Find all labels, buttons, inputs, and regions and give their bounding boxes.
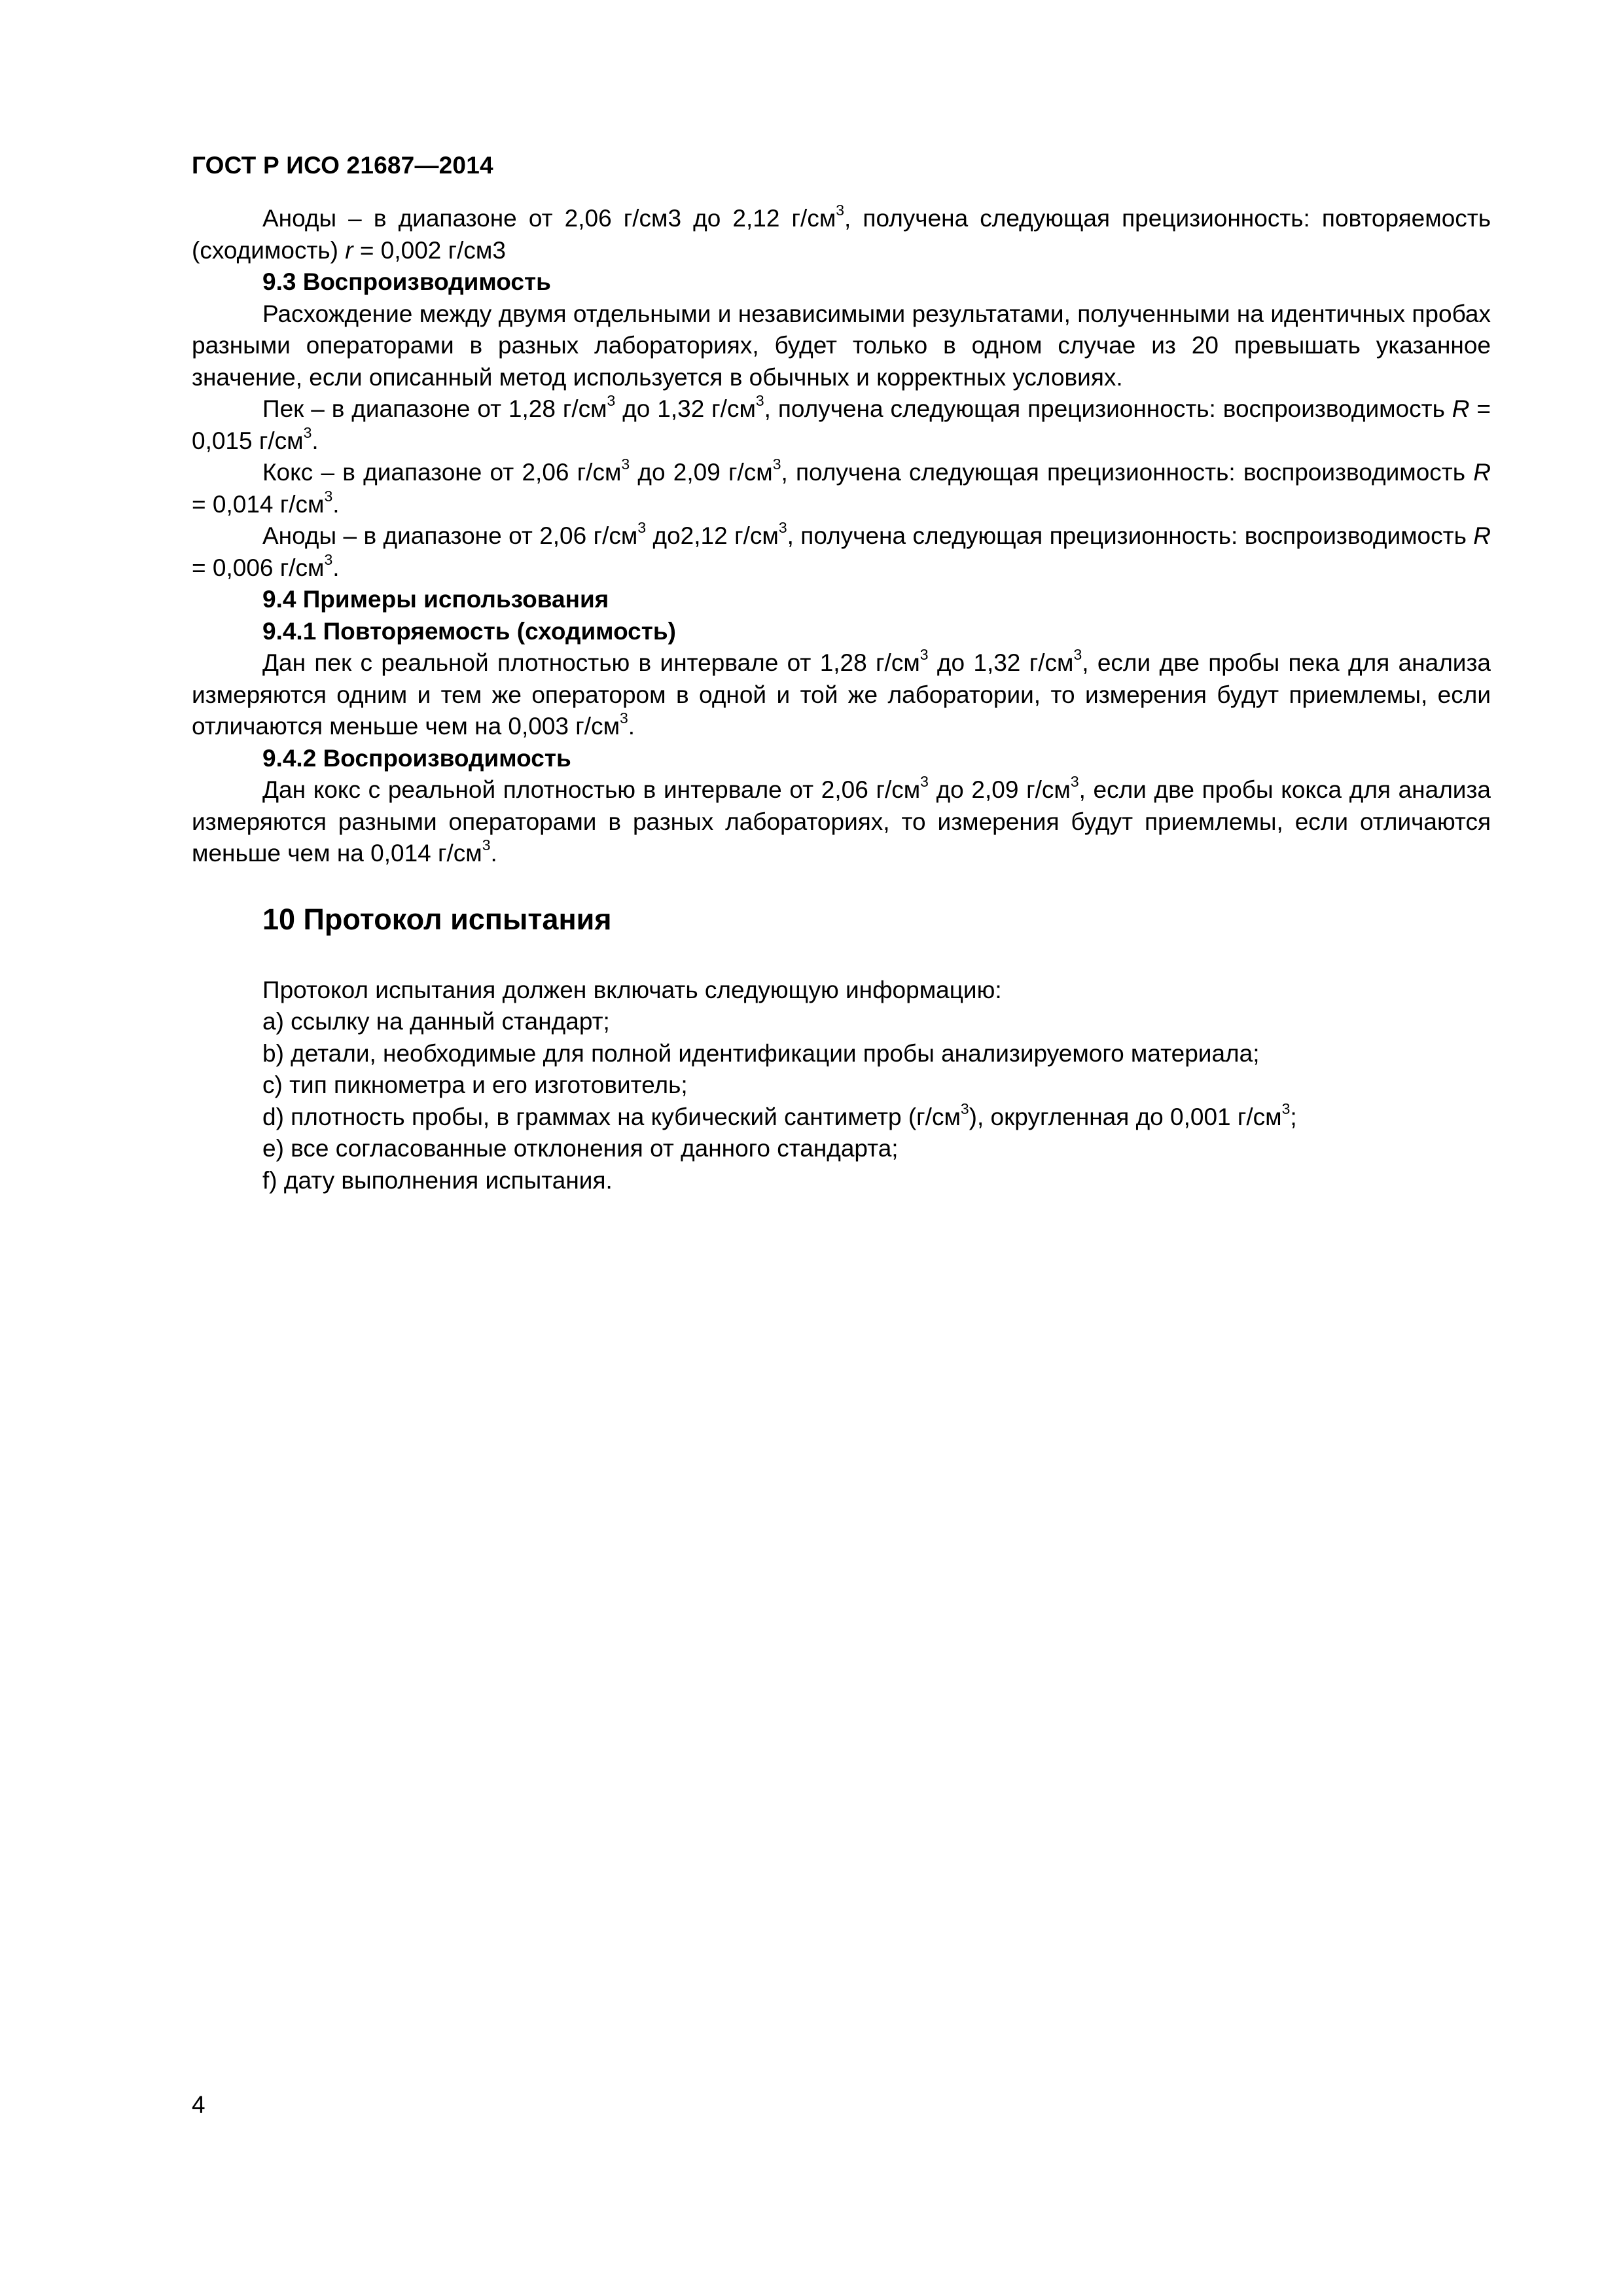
section-10-title: 10 Протокол испытания [262, 902, 612, 936]
coke-reproducibility-paragraph: Кокс – в диапазоне от 2,06 $г/см^3$ до 2,09 $г/см^3$, получена следующая прецизионность: воспроизводимость R = 0,014 $г/см^3$. [192, 455, 1491, 518]
example-9-4-1-paragraph: Дан пек с реальной плотностью в интервале от 1,28 $г/см^3$ до 1,32 $г/см^3$, если две пробы пека для анализа измеряются одним и тем же оператором в одной и той же лаборатории, то измерения будут приемлемы, если отличаются меньше чем на 0,003 $г/см^3$. [192, 645, 1491, 740]
reproducibility-intro-paragraph: Расхождение между двумя отдельными и независимыми результатами, полученными на идентичных пробах разными операторами в разных лабораториях, будет только в одном случае из 20 превышать указанное значение, если описанный метод используется в обычных и корректных условиях. [192, 300, 1491, 391]
heading-9-4-1: 9.4.1 Повторяемость (сходимость) [262, 617, 676, 645]
anodes-reproducibility-paragraph: Аноды – в диапазоне от 2,06 $г/см^3$ до2,12 $г/см^3$, получена следующая прецизионность: воспроизводимость R = 0,006 $г/см^3$. [192, 518, 1491, 581]
pitch-reproducibility-paragraph: Пек – в диапазоне от 1,28 $г/см^3$ до 1,32 $г/см^3$, получена следующая прецизионность: воспроизводимость R = 0,015 $г/см^3$. [192, 391, 1491, 454]
list-item-c: с) тип пикнометра и его изготовитель; [262, 1071, 688, 1098]
heading-9-3: 9.3 Воспроизводимость [262, 268, 551, 295]
section-10-intro: Протокол испытания должен включать следующую информацию: [262, 976, 1002, 1003]
list-item-e: е) все согласованные отклонения от данного стандарта; [262, 1135, 899, 1162]
heading-9-4-2: 9.4.2 Воспроизводимость [262, 744, 571, 772]
document-body [192, 203, 1491, 1196]
list-item-b: b) детали, необходимые для полной идентификации пробы анализируемого материала; [262, 1039, 1260, 1067]
anodes-repeatability-paragraph: Аноды – в диапазоне от 2,06 г/см3 до 2,12 $г/см^3$, получена следующая прецизионность: повторяемость (сходимость) r = 0,002 г/см3 [192, 201, 1491, 264]
list-item-a: а) ссылку на данный стандарт; [262, 1008, 610, 1035]
heading-9-4: 9.4 Примеры использования [262, 586, 609, 613]
page-number: 4 [192, 2091, 205, 2118]
list-item-d: d) плотность пробы, в граммах на кубический сантиметр $(г/см^3)$, округленная до 0,001 $г/см^3$; [262, 1100, 1297, 1130]
list-item-f: f) дату выполнения испытания. [262, 1166, 613, 1194]
example-9-4-2-paragraph: Дан кокс с реальной плотностью в интервале от 2,06 $г/см^3$ до 2,09 $г/см^3$, если две пробы кокса для анализа измеряются разными операторами в разных лабораториях, то измерения будут приемлемы, если отличаются меньше чем на 0,014 $г/см^3$. [192, 772, 1491, 867]
document-header: ГОСТ Р ИСО 21687—2014 [192, 152, 493, 179]
